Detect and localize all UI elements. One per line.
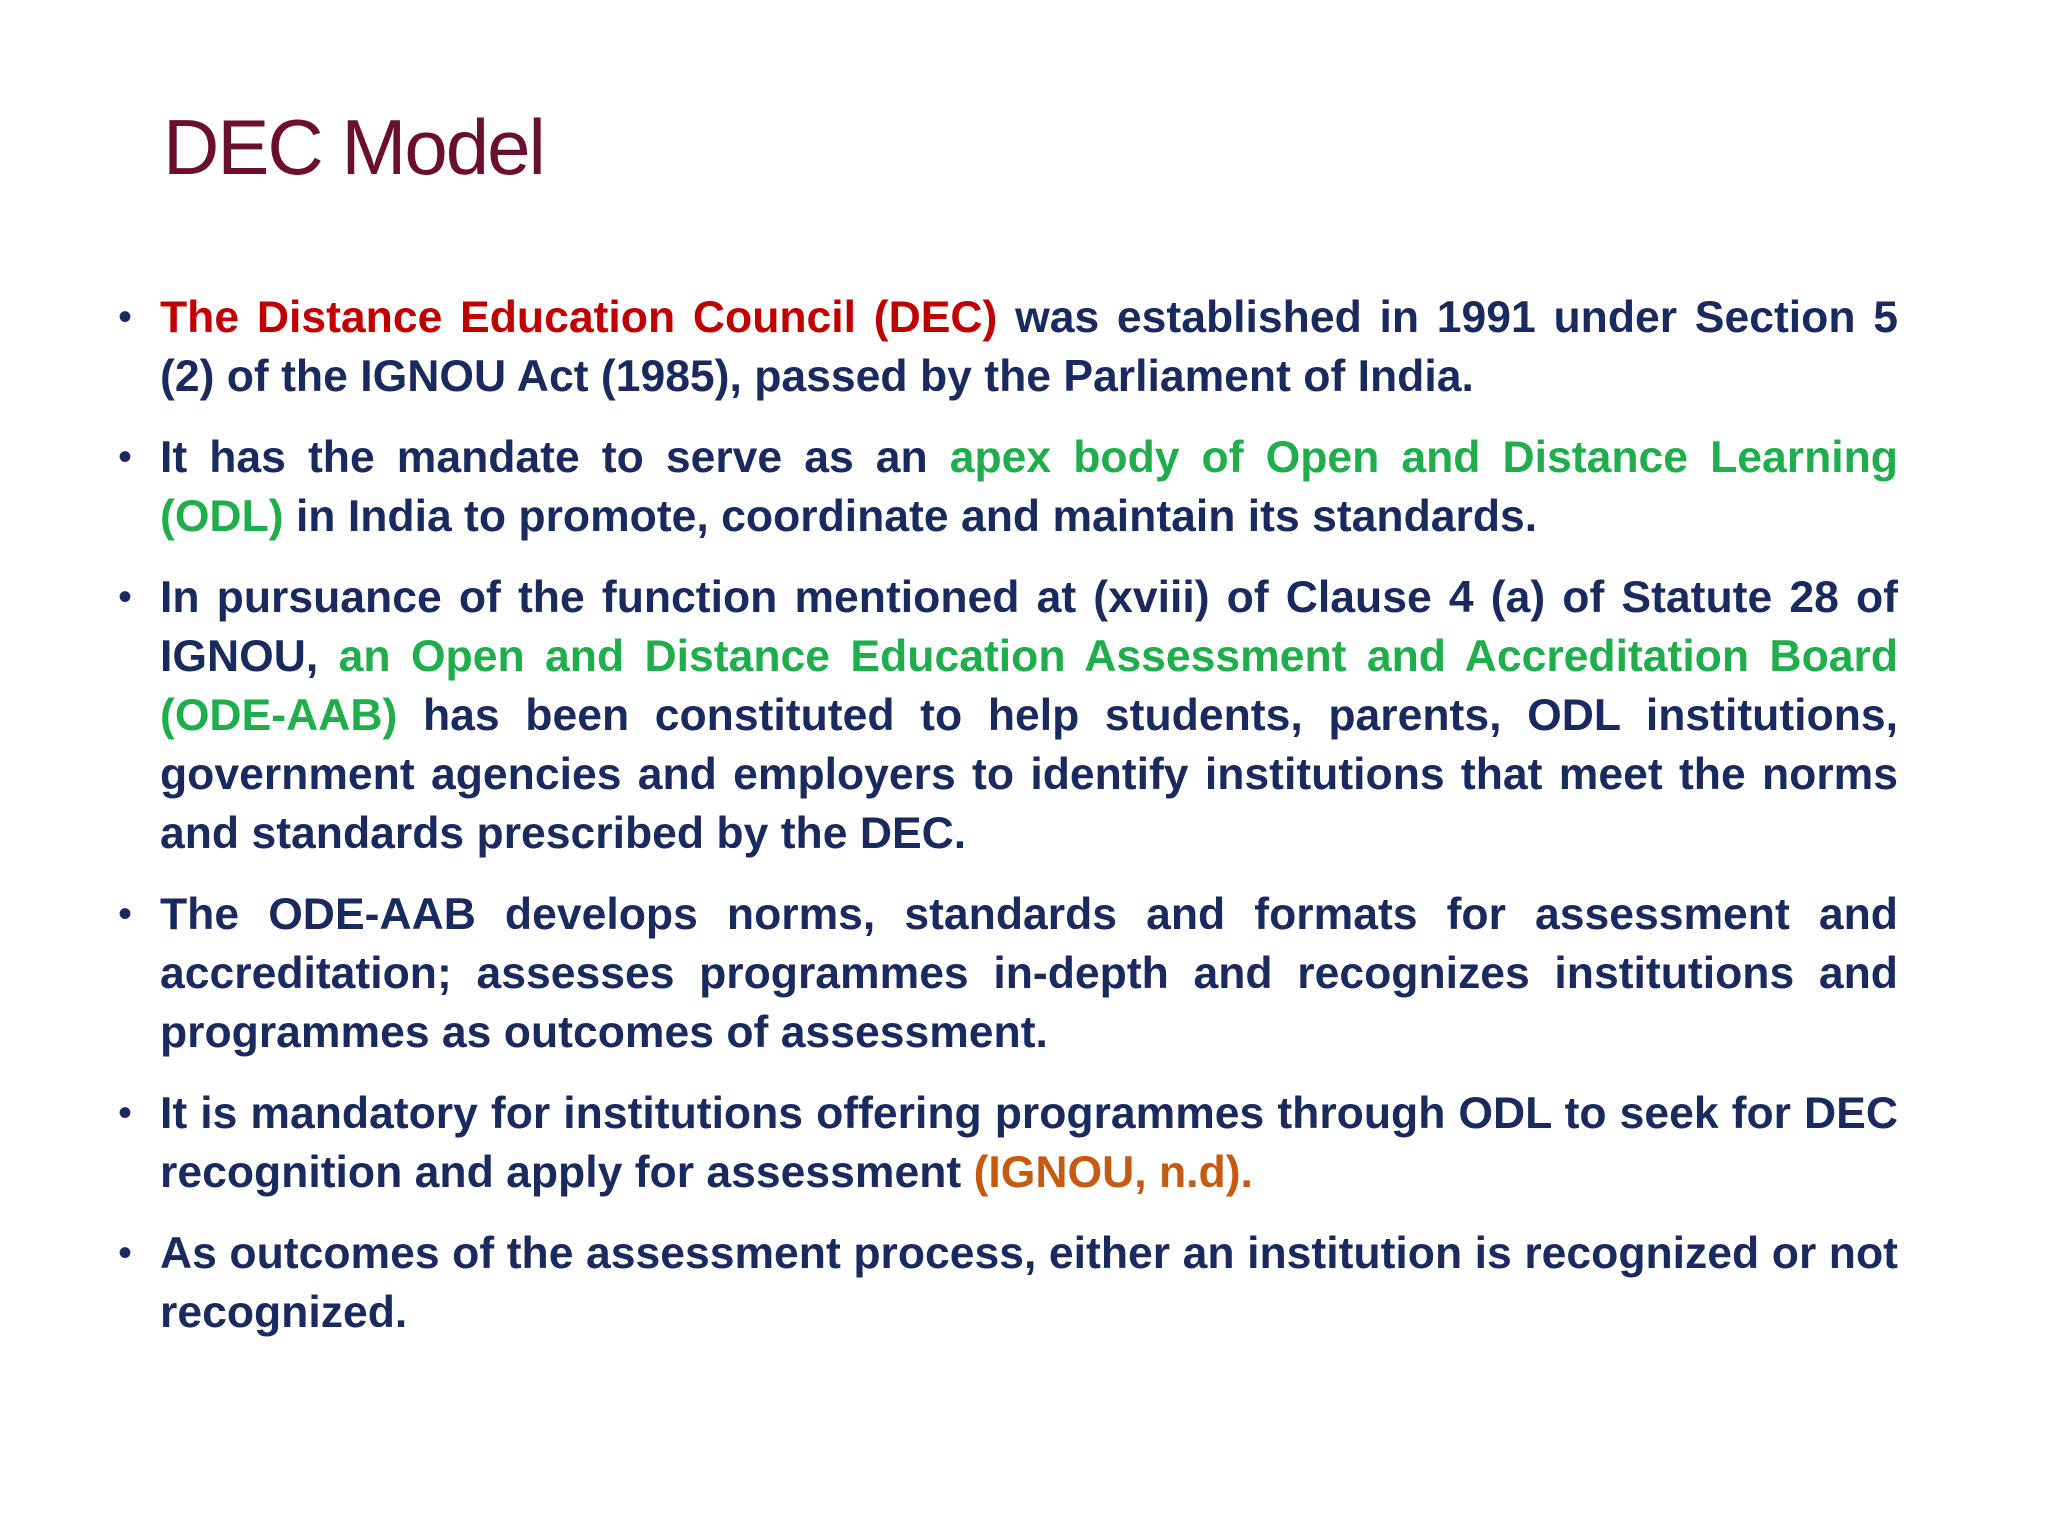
bullet-text: in India to promote, coordinate and maintain its standards. — [283, 492, 1538, 541]
citation: (IGNOU, n.d). — [973, 1148, 1253, 1197]
slide-title: DEC Model — [163, 103, 544, 191]
bullet-text: In pursuance of the function mentioned at (xviii) of Clause 4 (a) of Statute 28 of IGNOU, — [160, 573, 1898, 681]
bullet-highlight: The Distance Education Council (DEC) — [160, 293, 998, 342]
bullet-icon: • — [118, 1231, 133, 1275]
bullet-icon: • — [118, 575, 133, 619]
bullet-item — [108, 1224, 1898, 1342]
bullet-icon: • — [118, 295, 133, 339]
bullet-item — [108, 1084, 1898, 1202]
bullet-text: The ODE-AAB develops norms, standards and formats for assessment and accreditation; assesses programmes in-depth and recognizes institutions and programmes as outcomes of assessment. — [160, 890, 1898, 1057]
bullet-icon: • — [118, 892, 133, 936]
bullet-text: As outcomes of the assessment process, either an institution is recognized or not recognized. — [160, 1229, 1898, 1337]
bullet-text: has been constituted to help students, parents, ODL institutions, government agencies and employers to identify institutions that meet the norms and standards prescribed by the DEC. — [160, 691, 1898, 858]
bullet-item — [108, 885, 1898, 1062]
bullet-highlight: apex body of Open and Distance Learning (ODL) — [160, 433, 1898, 541]
bullet-text: It is mandatory for institutions offering programmes through ODL to seek for DEC recognition and apply for assessment — [160, 1089, 1898, 1197]
bullet-item — [108, 568, 1898, 863]
bullet-icon: • — [118, 435, 133, 479]
bullet-icon: • — [118, 1091, 133, 1135]
bullet-item — [108, 428, 1898, 546]
bullet-highlight: an Open and Distance Education Assessment and Accreditation Board (ODE-AAB) — [160, 632, 1898, 740]
bullet-item — [108, 288, 1898, 406]
bullet-text: It has the mandate to serve as an — [160, 433, 950, 482]
bullet-list — [108, 288, 1898, 1364]
bullet-text: was established in 1991 under Section 5 (2) of the IGNOU Act (1985), passed by the Parliament of India. — [160, 293, 1899, 401]
